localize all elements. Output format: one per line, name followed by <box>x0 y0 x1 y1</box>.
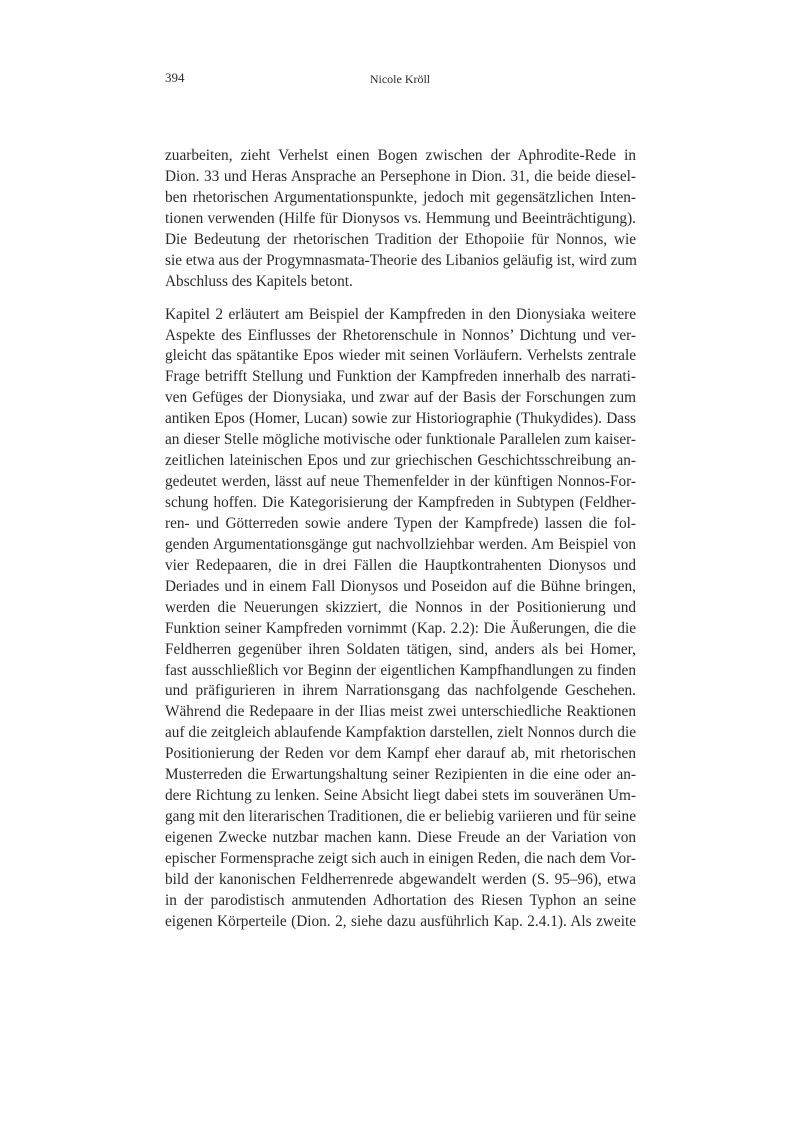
text-line: Positionierung der Reden vor dem Kampf eher darauf ab, mit rhetorischen <box>165 745 636 763</box>
text-line: gleicht das spätantike Epos wieder mit seinen Vorläufern. Verhelsts zentrale <box>165 347 636 365</box>
text-line: eigenen Körperteile (Dion. 2, siehe dazu ausführlich Kap. 2.4.1). Als zweite <box>165 912 636 930</box>
text-line: Während die Redepaare in der Ilias meist zwei unterschiedliche Reaktionen <box>165 703 636 721</box>
text-line: vier Redepaaren, die in drei Fällen die Hauptkontrahenten Dionysos und <box>165 556 636 574</box>
text-line: Deriades und in einem Fall Dionysos und Poseidon auf die Bühne bringen, <box>165 577 636 595</box>
text-line: ren- und Götterreden sowie andere Typen der Kampfrede) lassen die fol- <box>165 514 636 532</box>
paragraph <box>165 305 636 933</box>
body-text <box>165 146 636 933</box>
text-line: gedeutet werden, lässt auf neue Themenfelder in der künftigen Nonnos-For- <box>165 473 636 491</box>
text-line: zeitlichen lateinischen Epos und zur griechischen Geschichtsschreibung an- <box>165 452 636 470</box>
text-line: schung hoffen. Die Kategorisierung der Kampfreden in Subtypen (Feldher- <box>165 494 636 511</box>
text-line: an dieser Stelle mögliche motivische oder funktionale Parallelen zum kaiser- <box>165 431 636 449</box>
text-line: ben rhetorischen Argumentationspunkte, jedoch mit gegensätzlichen Inten- <box>165 188 636 206</box>
text-line: sie etwa aus der Progymnasmata-Theorie des Libanios geläufig ist, wird zum <box>165 251 637 269</box>
text-line: Die Bedeutung der rhetorischen Tradition der Ethopoiie für Nonnos, wie <box>165 230 636 248</box>
text-line: antiken Epos (Homer, Lucan) sowie zur Historiographie (Thukydides). Dass <box>165 410 636 428</box>
text-line: genden Argumentationsgänge gut nachvollziehbar werden. Am Beispiel von <box>165 535 636 553</box>
text-line: zuarbeiten, zieht Verhelst einen Bogen zwischen der Aphrodite-Rede in <box>165 147 636 164</box>
text-line: auf die zeitgleich ablaufende Kampfaktion darstellen, zielt Nonnos durch die <box>165 724 636 742</box>
text-line: fast ausschließlich vor Beginn der eigentlichen Kampfhandlungen zu finden <box>165 661 636 679</box>
text-line: Funktion seiner Kampfreden vornimmt (Kap. 2.2): Die Äußerungen, die die <box>165 619 636 637</box>
text-line: epischer Formensprache zeigt sich auch in einigen Reden, die nach dem Vor- <box>165 849 636 867</box>
text-line: Feldherren gegenüber ihren Soldaten tätigen, sind, anders als bei Homer, <box>165 640 636 658</box>
text-line: Abschluss des Kapitels betont. <box>165 272 353 290</box>
text-line: tionen verwenden (Hilfe für Dionysos vs. Hemmung und Beeinträchtigung). <box>165 209 636 227</box>
text-line: bild der kanonischen Feldherrenrede abgewandelt werden (S. 95–96), etwa <box>165 870 636 888</box>
text-line: Kapitel 2 erläutert am Beispiel der Kampfreden in den Dionysiaka weitere <box>165 305 636 323</box>
text-line: und präfigurieren in ihrem Narrationsgang das nachfolgende Geschehen. <box>165 682 636 700</box>
text-line: gang mit den literarischen Traditionen, die er beliebig variieren und für seine <box>165 808 636 826</box>
text-line: Dion. 33 und Heras Ansprache an Persephone in Dion. 31, die beide diesel- <box>165 167 636 185</box>
text-line: Frage betrifft Stellung und Funktion der Kampfreden innerhalb des narrati- <box>165 368 636 386</box>
text-line: Musterreden die Erwartungshaltung seiner Rezipienten in die eine oder an- <box>165 766 636 784</box>
text-line: dere Richtung zu lenken. Seine Absicht liegt dabei stets im souveränen Um- <box>165 787 636 805</box>
running-head: Nicole Kröll <box>369 72 431 86</box>
page-number: 394 <box>165 70 185 85</box>
text-line: Aspekte des Einflusses der Rhetorenschule in Nonnos’ Dichtung und ver- <box>165 326 636 344</box>
text-line: eigenen Zwecke nutzbar machen kann. Diese Freude an der Variation von <box>165 829 636 846</box>
text-line: werden die Neuerungen skizziert, die Nonnos in der Positionierung und <box>165 598 636 616</box>
text-line: in der parodistisch anmutenden Adhortation des Riesen Typhon an seine <box>165 891 636 909</box>
paragraph <box>165 146 636 293</box>
text-line: ven Gefüges der Dionysiaka, und zwar auf der Basis der Forschungen zum <box>165 389 636 407</box>
